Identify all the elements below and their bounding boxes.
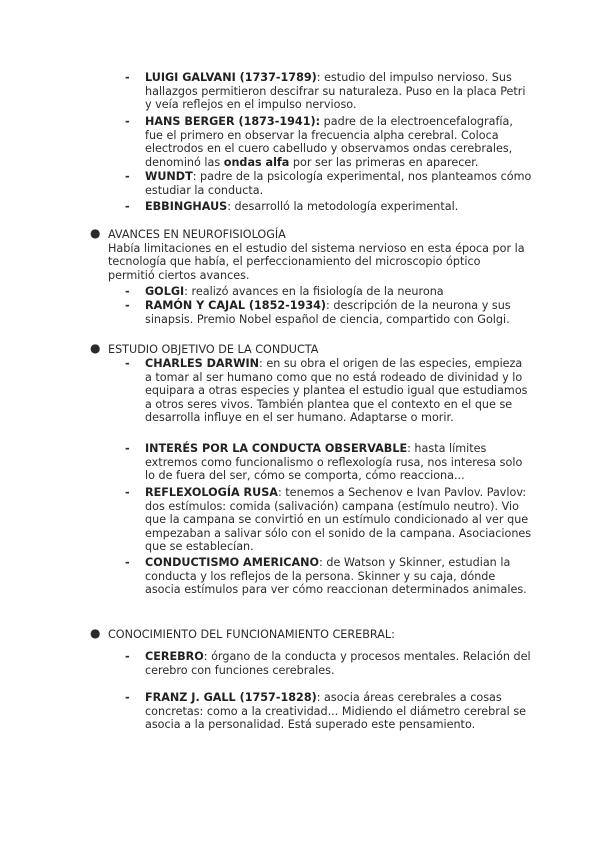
item-text: : hasta límites extremos como funcionalismo o reflexología rusa, nos interesa solo lo de fuera del ser, cómo se comporta, cómo reacciona... (145, 442, 523, 483)
dash-marker: - (125, 299, 130, 312)
section-conducta (90, 343, 530, 357)
section-paragraph: Había limitaciones en el estudio del sistema nervioso en esta época por la tecnología que había, el perfeccionamiento del microscopio óptico permitió ciertos avances. (108, 241, 525, 282)
bullet-icon: ● (90, 226, 101, 240)
list-item-ebbinghaus (125, 200, 532, 214)
dash-marker: - (125, 170, 130, 183)
item-name: CHARLES DARWIN (145, 357, 259, 370)
item-name: WUNDT (145, 170, 193, 183)
item-name: CEREBRO (145, 650, 204, 663)
item-emphasis: ondas alfa (223, 155, 290, 169)
dash-marker: - (125, 115, 130, 128)
list-item-conducta-observable (125, 442, 532, 483)
bullet-icon: ● (90, 341, 101, 355)
section-title: CONOCIMIENTO DEL FUNCIONAMIENTO CEREBRAL: (108, 628, 395, 641)
item-text: : descripción de la neurona y sus sinapsis. Premio Nobel español de ciencia, compartido con Golgi. (145, 299, 511, 326)
dash-marker: - (125, 556, 130, 569)
list-item-wundt (125, 170, 532, 197)
bullet-icon: ● (90, 626, 101, 640)
item-text: : padre de la psicología experimental, nos planteamos cómo estudiar la conducta. (145, 170, 532, 197)
dash-marker: - (125, 691, 130, 704)
item-name: FRANZ J. GALL (1757-1828) (145, 691, 317, 704)
dash-marker: - (125, 650, 130, 663)
dash-marker: - (125, 200, 130, 213)
list-item-reflexologia (125, 486, 532, 554)
dash-marker: - (125, 71, 130, 84)
item-text-end: por ser las primeras en aparecer. (289, 155, 479, 169)
item-text: : asocia áreas cerebrales a cosas concretas: como a la creatividad... Midiendo el diámetro cerebral se asocia a la personalidad. Está superado este pensamiento. (145, 691, 527, 732)
item-text: : estudio del impulso nervioso. Sus hallazgos permitieron descifrar su naturaleza. Puso en la placa Petri y veía reflejos en el impulso nervioso. (145, 71, 526, 112)
item-text: : en su obra el origen de las especies, empieza a tomar al ser humano como que no está rodeado de divinidad y lo equipara a otras especies y plantea el estudio igual que estudiamos a otros seres vivos. También plantea que el contexto en el que se desarrolla influye en el ser humano. Adaptarse o morir. (145, 357, 528, 425)
item-name: RAMÓN Y CAJAL (1852-1934) (145, 299, 327, 312)
item-name: REFLEXOLOGÍA RUSA (145, 486, 278, 499)
item-name: HANS BERGER (1873-1941): (145, 115, 321, 128)
list-item-gall (125, 691, 532, 732)
section-title: ESTUDIO OBJETIVO DE LA CONDUCTA (108, 343, 319, 356)
item-text: : de Watson y Skinner, estudian la conducta y los reflejos de la persona. Skinner y su caja, dónde asocia estímulos para ver cómo reaccionan determinados animales. (145, 556, 527, 597)
section-cerebral (90, 628, 530, 642)
item-name: EBBINGHAUS (145, 200, 228, 213)
dash-marker: - (125, 486, 130, 499)
list-item-conductismo (125, 556, 532, 597)
item-text: : órgano de la conducta y procesos mentales. Relación del cerebro con funciones cerebrales. (145, 650, 531, 677)
list-item-golgi (125, 285, 532, 299)
dash-marker: - (125, 442, 130, 455)
section-title: AVANCES EN NEUROFISIOLOGÍA (108, 228, 286, 241)
item-name: GOLGI (145, 285, 185, 298)
dash-marker: - (125, 285, 130, 298)
item-text: : desarrolló la metodología experimental. (227, 200, 459, 213)
list-item-cerebro (125, 650, 532, 677)
item-text: padre de la electroencefalografía, fue el primero en observar la frecuencia alpha cerebral. Coloca electrodos en el cuero cabelludo y observamos ondas cerebrales, denominó las (145, 115, 513, 169)
item-text: : realizó avances en la fisiología de la neurona (184, 285, 444, 298)
item-text: : tenemos a Sechenov e Ivan Pavlov. Pavlov: dos estímulos: comida (salivación) campana (estímulo neutro). Vio que la campana se convirtió en un estímulo condicionado al ver que empezaban a salivar sólo con el sonido de la campana. Asociaciones que se establecían. (145, 486, 532, 554)
list-item-galvani (125, 71, 532, 112)
item-name: LUIGI GALVANI (1737-1789) (145, 71, 317, 84)
list-item-berger (125, 115, 532, 169)
list-item-cajal (125, 299, 532, 326)
dash-marker: - (125, 357, 130, 370)
list-item-darwin (125, 357, 532, 425)
item-name: CONDUCTISMO AMERICANO (145, 556, 320, 569)
section-neurofisiologia (90, 228, 530, 282)
item-name: INTERÉS POR LA CONDUCTA OBSERVABLE (145, 442, 408, 455)
